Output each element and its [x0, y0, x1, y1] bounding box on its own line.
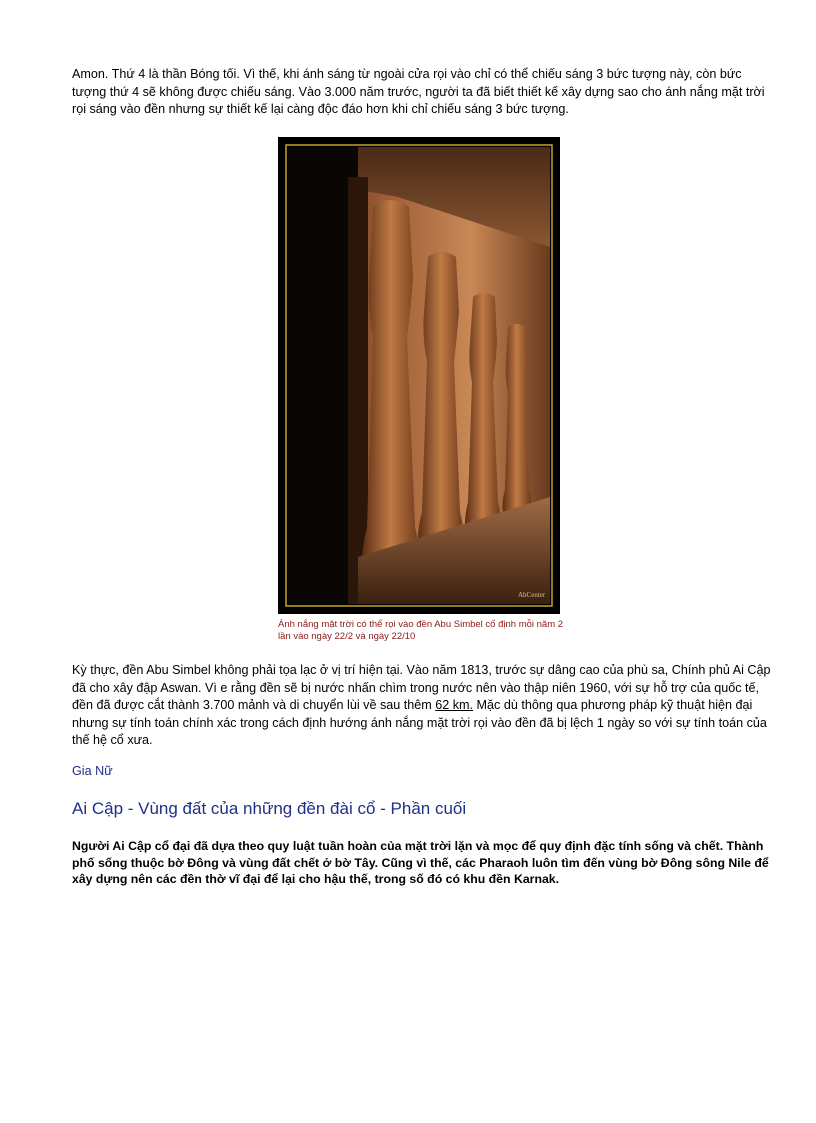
abu-simbel-photo [278, 137, 560, 614]
body-paragraph-part2: Mặc dù thông qua phương pháp kỹ thuật hiện đại nhưng sự tính toán chính xác trong cách định hướng ánh nắng mặt trời rọi vào đền đã bị lệch 1 ngày so với sự tính toán của thế hệ cổ xưa. [72, 698, 767, 747]
photo-signature: AbCenter [518, 591, 546, 599]
body-paragraph [72, 662, 772, 750]
section-heading: Ai Cập - Vùng đất của những đền đài cổ - Phần cuối [72, 799, 467, 818]
author-name: Gia Nữ [72, 764, 113, 778]
body-paragraph-part1: Kỳ thực, đền Abu Simbel không phải tọa lạc ở vị trí hiện tại. Vào năm 1813, trước sự dâng cao của phù sa, Chính phủ Ai Cập đã cho xây đập Aswan. Vì e rằng đền sẽ bị nước nhấn chìm trong nước nên vào thập niên 1960, với sự hỗ trợ của quốc tế, đền đã được cắt thành 3.700 mảnh và di chuyển lùi về sau thêm [72, 663, 771, 712]
photo-illustration [278, 137, 560, 614]
intro-paragraph: Amon. Thứ 4 là thần Bóng tối. Vì thế, khi ánh sáng từ ngoài cửa rọi vào chỉ có thể chiếu sáng 3 bức tượng này, còn bức tượng thứ 4 sẽ không được chiếu sáng. Vào 3.000 năm trước, người ta đã biết thiết kế xây dựng sao cho ánh nắng mặt trời rọi sáng vào đền nhưng sự thiết kế lại càng độc đáo hơn khi chỉ chiếu sáng 3 bức tượng. [72, 67, 765, 116]
photo-caption: Ánh nắng mặt trời có thể rọi vào đền Abu Simbel cố định mỗi năm 2 lần vào ngày 22/2 và ngày 22/10 [278, 619, 564, 642]
section-intro-paragraph: Người Ai Cập cổ đại đã dựa theo quy luật tuần hoàn của mặt trời lặn và mọc để quy định đặc tính sống và chết. Thành phố sống thuộc bờ Đông và vùng đất chết ở bờ Tây. Cũng vì thế, các Pharaoh luôn tìm đến vùng bờ Đông sông Nile để xây dựng nên các đền thờ vĩ đại để lại cho hậu thế, trong số đó có khu đền Karnak. [72, 839, 769, 886]
body-paragraph-underlined: 62 km. [435, 698, 474, 712]
